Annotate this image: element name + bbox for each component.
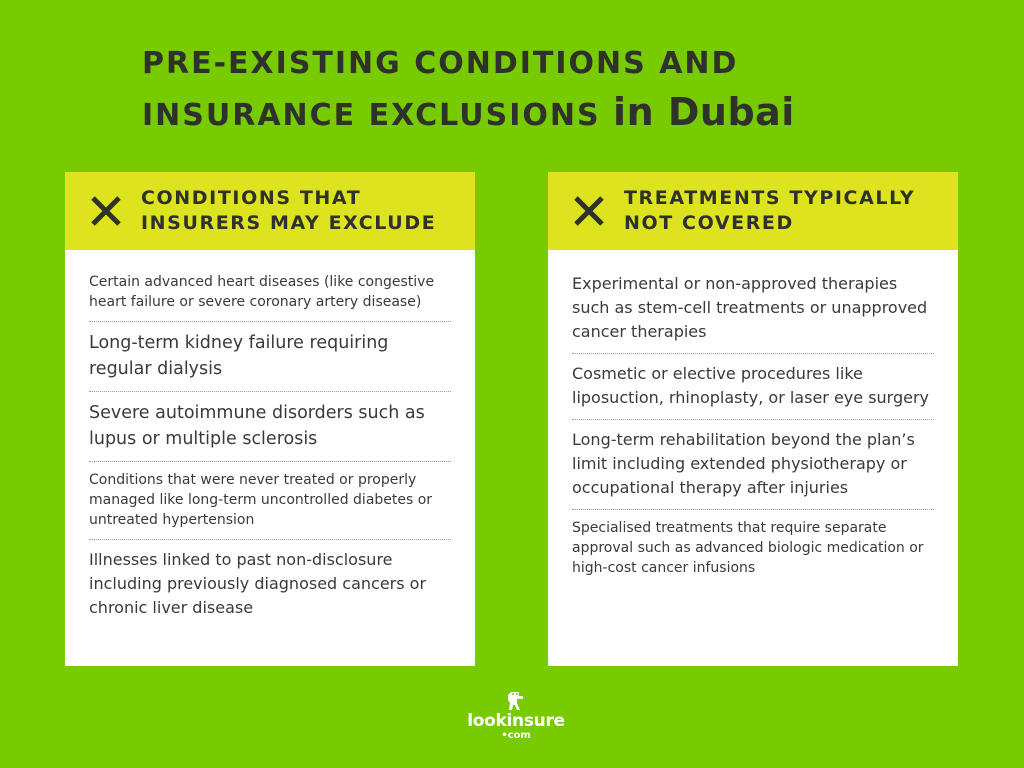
x-icon bbox=[572, 194, 606, 228]
list-item: Cosmetic or elective procedures like liposuction, rhinoplasty, or laser eye surgery bbox=[572, 354, 934, 420]
list-item: Severe autoimmune disorders such as lupus or multiple sclerosis bbox=[89, 392, 451, 462]
card-title-line-1: TREATMENTS TYPICALLY bbox=[624, 187, 916, 209]
x-icon bbox=[89, 194, 123, 228]
list-item: Long-term rehabilitation beyond the plan’s limit including extended physiotherapy or occupational therapy after injuries bbox=[572, 420, 934, 510]
logo-brand: lookinsure bbox=[467, 711, 565, 731]
card-treatments-not-covered bbox=[548, 172, 958, 666]
card-title-line-2: INSURERS MAY EXCLUDE bbox=[141, 212, 437, 234]
card-header bbox=[548, 172, 958, 250]
title-accent: in Dubai bbox=[613, 90, 795, 134]
card-conditions-excluded bbox=[65, 172, 475, 666]
logo bbox=[466, 690, 566, 741]
list-item: Long-term kidney failure requiring regular dialysis bbox=[89, 322, 451, 392]
list-item: Illnesses linked to past non-disclosure including previously diagnosed cancers or chronic liver disease bbox=[89, 550, 427, 617]
card-title-line-1: CONDITIONS THAT bbox=[141, 187, 362, 209]
card-list bbox=[548, 250, 958, 587]
card-title bbox=[141, 186, 436, 236]
card-list bbox=[65, 250, 475, 629]
logo-tld: •com bbox=[501, 730, 531, 741]
list-item: Specialised treatments that require separate approval such as advanced biologic medication or high-cost cancer infusions bbox=[572, 520, 924, 576]
page-title bbox=[142, 40, 902, 140]
title-line-1: PRE-EXISTING CONDITIONS AND bbox=[142, 46, 739, 81]
list-item: Certain advanced heart diseases (like congestive heart failure or severe coronary artery disease) bbox=[89, 264, 451, 322]
list-item: Conditions that were never treated or properly managed like long-term uncontrolled diabetes or untreated hypertension bbox=[89, 462, 451, 540]
dog-icon bbox=[505, 690, 527, 712]
card-title bbox=[624, 186, 915, 236]
title-line-2-prefix: INSURANCE EXCLUSIONS bbox=[142, 98, 601, 133]
title-line-2 bbox=[142, 88, 902, 140]
card-title-line-2: NOT COVERED bbox=[624, 212, 794, 234]
card-header bbox=[65, 172, 475, 250]
list-item: Experimental or non-approved therapies such as stem-cell treatments or unapproved cancer therapies bbox=[572, 264, 934, 354]
